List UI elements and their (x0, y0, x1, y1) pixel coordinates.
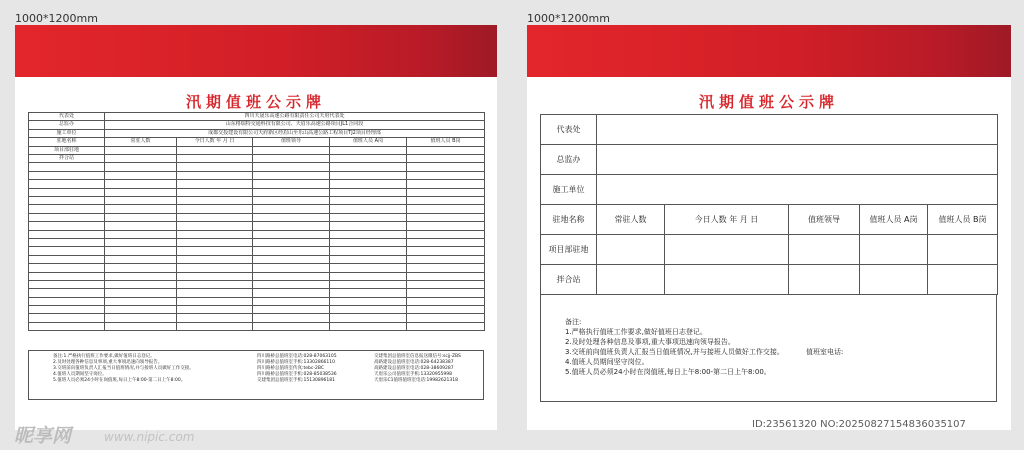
watermark-url: www.nipic.com (104, 430, 195, 444)
duty-phone-label: 值班室电话: (806, 348, 844, 356)
row-label: 总监办 (29, 121, 105, 129)
row-label: 施工单位 (541, 175, 597, 205)
table-row (29, 280, 485, 288)
table-row (541, 115, 998, 145)
right-dimension-label: 1000*1200mm (527, 12, 610, 25)
table-row (29, 264, 485, 272)
right-notes-box (540, 294, 997, 402)
note-line: 4.值班人员期间坚守岗位。 (53, 372, 107, 377)
table-row (29, 163, 485, 171)
table-row (29, 121, 485, 129)
row-label: 拌合站 (29, 155, 105, 163)
note-line: 2.及时处理各种信息及事项,重大事项迅速向领导报告。 (53, 360, 163, 365)
header-cell: 值班领导 (253, 138, 330, 146)
header-cell: 值班人员 A岗 (860, 205, 928, 235)
right-red-banner (527, 25, 1011, 77)
left-duty-table (28, 112, 485, 331)
row-label: 项目部驻地 (29, 146, 105, 154)
watermark-id: ID:23561320 NO:20250827154836035107 (752, 419, 966, 430)
watermark-logo: 昵享网 (14, 425, 72, 447)
table-row (29, 146, 485, 154)
header-cell: 常驻人数 (105, 138, 177, 146)
left-red-banner (15, 25, 497, 77)
left-dimension-label: 1000*1200mm (15, 12, 98, 25)
table-row (541, 265, 998, 295)
right-duty-board (527, 25, 1011, 430)
table-row (29, 205, 485, 213)
table-row (29, 113, 485, 121)
table-row (29, 171, 485, 179)
table-row (29, 188, 485, 196)
note-line: 4.值班人员期间坚守岗位。 (565, 358, 649, 366)
table-row (29, 180, 485, 188)
left-board-title: 汛期值班公示牌 (185, 93, 326, 111)
table-row (29, 129, 485, 137)
row-label: 项目部驻地 (541, 235, 597, 265)
header-row (541, 205, 998, 235)
table-row (29, 197, 485, 205)
row-label: 总监办 (541, 145, 597, 175)
header-cell: 今日人数 年 月 日 (665, 205, 789, 235)
right-board-title: 汛期值班公示牌 (698, 93, 839, 111)
contact-line: 四川路桥总值班室电话:028-87063105 (257, 354, 337, 359)
row-value: 成都交投建设有限公司天府新区经眉山至乐山高速公路工程项目TJ2项目经理部 (105, 129, 485, 137)
header-row (29, 138, 485, 146)
note-line: 备注:1.严格执行值班工作要求,做好值班日志登记。 (53, 354, 155, 359)
table-row (29, 297, 485, 305)
notes-title: 备注: (565, 318, 582, 326)
header-cell: 常驻人数 (597, 205, 665, 235)
table-row (29, 289, 485, 297)
row-label: 代表处 (541, 115, 597, 145)
header-cell: 值班人员 A岗 (330, 138, 407, 146)
header-cell: 值班领导 (789, 205, 860, 235)
contact-line: 四川路桥总值班室手机:13302866110 (257, 360, 336, 365)
header-cell: 驻地名称 (29, 138, 105, 146)
row-label: 施工单位 (29, 129, 105, 137)
contact-line: 天眉乐C1值班值班室电话:19982621318 (374, 378, 459, 383)
contact-line: 天眉乐公司值班室手机:13320955998 (374, 372, 453, 377)
note-line: 3.交班前向值班负责人汇报当日值班情况,并与接班人员做好工作交接。 (565, 348, 784, 356)
contact-line: 四川路桥总值班室手机:028-85038536 (257, 372, 337, 377)
table-row (29, 247, 485, 255)
note-line: 5.值班人员必须24小时在岗值班,每日上午8:00-第二日上午8:00。 (53, 378, 186, 383)
table-row (29, 306, 485, 314)
contact-line: 四川路桥总值班室传真:tebc-2BC (257, 366, 325, 371)
contact-line: 高路建设总值班室电话:028-64238387 (374, 360, 454, 365)
table-row (541, 235, 998, 265)
row-value: 四川天晟乐高速公路有限责任公司天府代表处 (105, 113, 485, 121)
left-notes-box (28, 350, 484, 400)
note-line: 5.值班人员必须24小时在岗值班,每日上午8:00-第二日上午8:00。 (565, 368, 771, 376)
table-row (29, 314, 485, 322)
table-row (29, 213, 485, 221)
contact-line: 交建集团总值班室手机:15130896181 (257, 378, 336, 383)
header-cell: 值班人员 B岗 (407, 138, 485, 146)
note-line: 1.严格执行值班工作要求,做好值班日志登记。 (565, 328, 707, 336)
note-line: 3.交班前向值班负责人汇报当日值班情况,并与接班人员做好工作交接。 (53, 366, 194, 371)
table-row (541, 175, 998, 205)
table-row (29, 255, 485, 263)
note-line: 2.及时处理各种信息及事项,重大事项迅速向领导报告。 (565, 338, 735, 346)
right-duty-table (540, 114, 998, 295)
row-label: 拌合站 (541, 265, 597, 295)
table-row (29, 322, 485, 330)
table-row (541, 145, 998, 175)
header-cell: 值班人员 B岗 (928, 205, 998, 235)
header-cell: 驻地名称 (541, 205, 597, 235)
table-row (29, 272, 485, 280)
row-label: 代表处 (29, 113, 105, 121)
row-value: 山东格瑞特交通科技有限公司、天眉乐高速公路项目JL1合同段 (105, 121, 485, 129)
contact-line: 高路建设总值班室电话:028-38609287 (374, 366, 454, 371)
table-row (29, 222, 485, 230)
header-cell: 今日人数 年 月 日 (177, 138, 253, 146)
table-row (29, 155, 485, 163)
left-duty-board (15, 25, 497, 430)
table-row (29, 238, 485, 246)
table-row (29, 230, 485, 238)
contact-line: 交建集团总值班室信息报送微信号:scjj-ZBS (374, 354, 461, 359)
